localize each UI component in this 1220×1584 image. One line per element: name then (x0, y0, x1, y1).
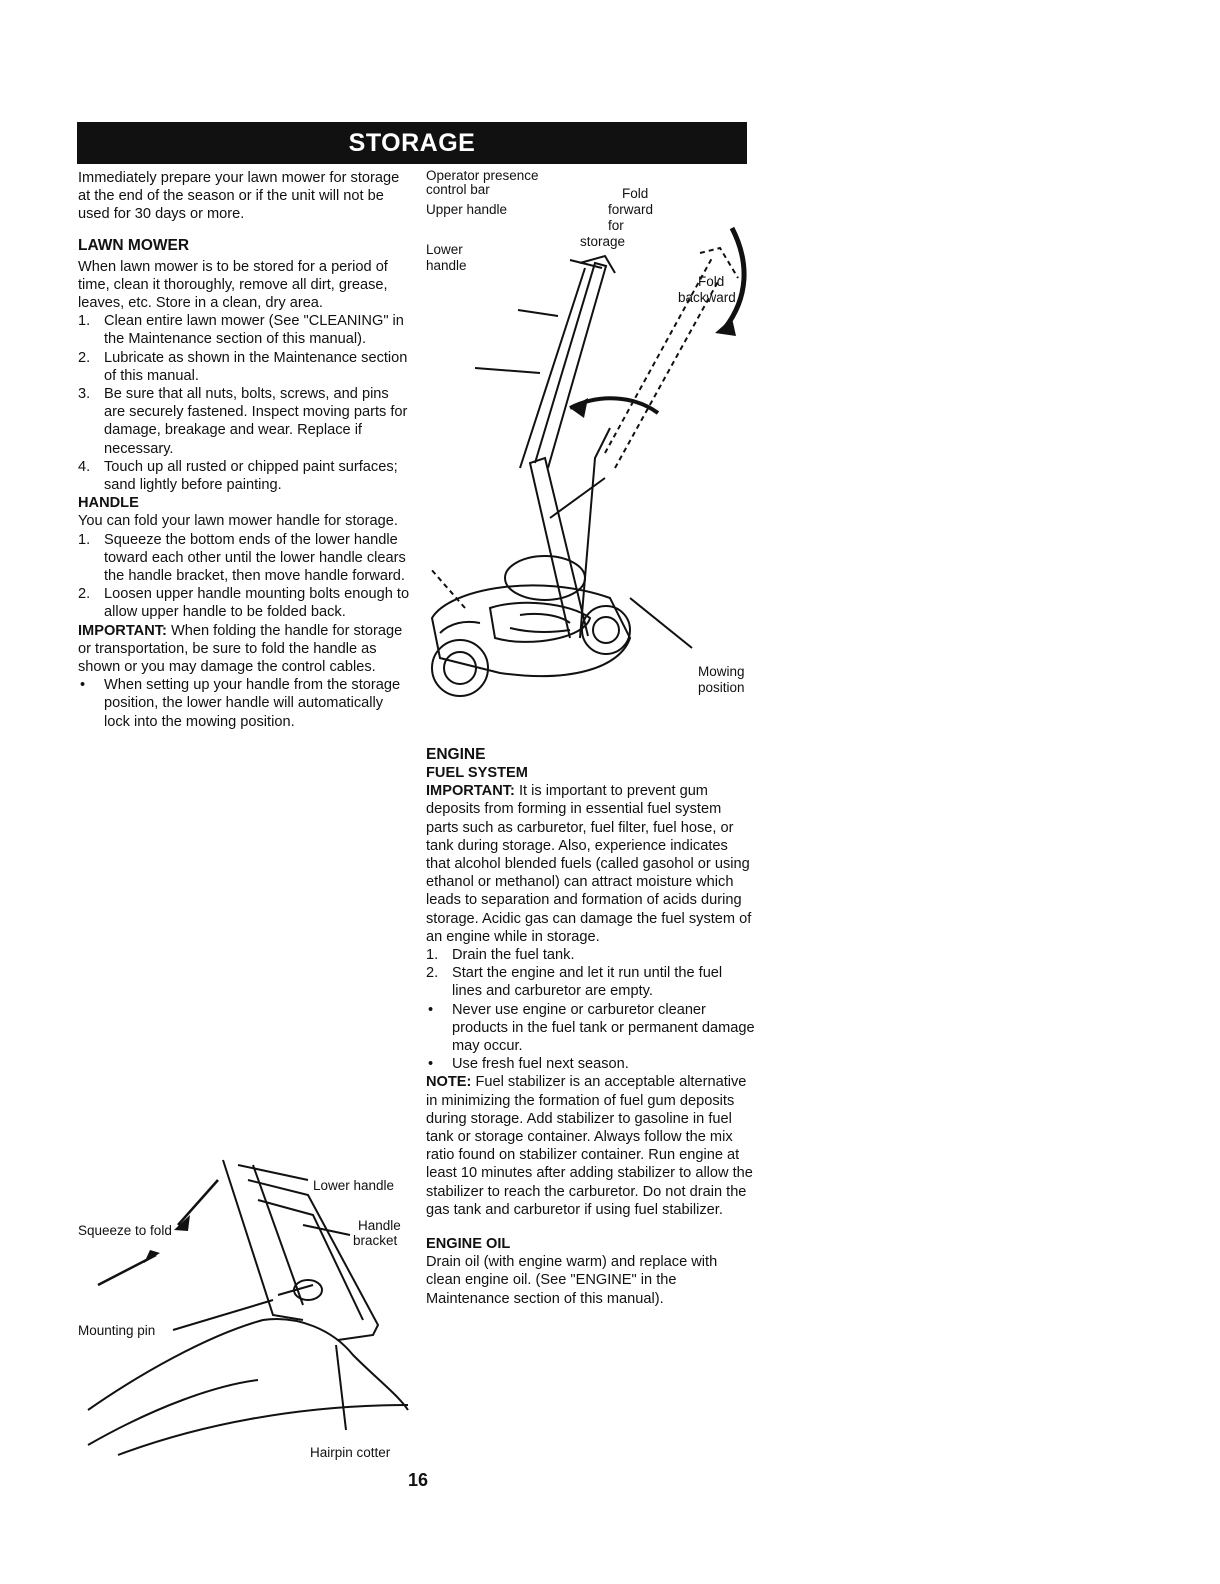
page-title: STORAGE (77, 122, 747, 164)
important-text: It is important to prevent gum deposits from forming in essential fuel system parts such as carburetor, fuel filter, fuel hose, or tank during storage. Also, experience indicates that alcohol blended fuels (called gasohol or using ethanol or methanol) can attract moisture which leads to separation and formation of acids during storage. Acidic gas can damage the fuel system of an engine while in storage. (426, 783, 752, 945)
important-text: When folding the handle for storage or transportation, be sure to fold the handle as shown or you may damage the control cables. (78, 622, 403, 676)
fold-forward-label-2: forward (608, 202, 654, 217)
fold-forward-label: Fold (622, 186, 649, 201)
fold-backward-label-2: backward (678, 290, 736, 305)
list-item (426, 964, 756, 1000)
mowing-position-label: Mowing (698, 664, 745, 679)
handle-bracket-label-2: bracket (353, 1233, 398, 1248)
handle-bracket-label: Handle (358, 1218, 401, 1233)
list-item (426, 946, 756, 964)
handle-bracket-illustration (78, 1155, 413, 1465)
fuel-bullets (426, 1001, 756, 1074)
step-number: 1. (78, 531, 91, 548)
fold-forward-label-3: for (608, 218, 624, 233)
bullet-icon: • (428, 1056, 434, 1073)
step-number: 1. (426, 947, 439, 964)
squeeze-to-fold-label: Squeeze to fold (78, 1223, 172, 1238)
step-number: 1. (78, 313, 91, 330)
list-item (78, 676, 410, 731)
note-label: NOTE: (426, 1074, 472, 1091)
step-text: Squeeze the bottom ends of the lower handle toward each other until the lower handle clears the handle bracket, then move handle forward. (104, 531, 406, 585)
step-number: 3. (78, 386, 91, 403)
step-text: Clean entire lawn mower (See "CLEANING" in the Maintenance section of this manual). (104, 313, 404, 348)
fold-backward-label: Fold (698, 274, 725, 289)
note-text: Fuel stabilizer is an acceptable alternative in minimizing the formation of fuel gum deposits during storage. Add stabilizer to gasoline in fuel tank or storage container. Always follow the mix ratio found on stabilizer container. Run engine at least 10 minutes after adding stabilizer to allow the stabilizer to reach the carburetor. Do not drain the gas tank and carburetor if using fuel stabilizer. (426, 1074, 753, 1218)
page-number: 16 (407, 1470, 429, 1490)
step-number: 2. (78, 349, 91, 366)
step-text: Loosen upper handle mounting bolts enough to allow upper handle to be folded back. (104, 586, 410, 621)
fuel-system-heading: FUEL SYSTEM (426, 765, 528, 781)
lower-handle-label: Lower handle (313, 1178, 395, 1193)
fold-forward-label-4: storage (580, 234, 626, 249)
handle-text: You can fold your lawn mower handle for storage. (78, 513, 398, 530)
lower-handle-label: Lower (426, 242, 463, 257)
list-item (78, 349, 410, 385)
list-item (426, 1055, 756, 1073)
upper-handle-label: Upper handle (426, 202, 508, 217)
lawn-mower-steps (78, 312, 410, 494)
lawn-mower-heading: LAWN MOWER (78, 236, 190, 254)
step-text: Start the engine and let it run until the fuel lines and carburetor are empty. (452, 965, 723, 1000)
engine-heading: ENGINE (426, 746, 486, 763)
list-item (426, 1001, 756, 1056)
engine-oil-heading: ENGINE OIL (426, 1236, 511, 1253)
list-item (78, 585, 410, 621)
mower-fold-illustration (420, 168, 760, 728)
step-number: 4. (78, 458, 91, 475)
hairpin-cotter-label: Hairpin cotter (310, 1445, 391, 1460)
bullet-text: Never use engine or carburetor cleaner products in the fuel tank or permanent damage may occur. (452, 1001, 755, 1055)
step-text: Lubricate as shown in the Maintenance section of this manual. (104, 349, 408, 384)
fuel-steps (426, 946, 756, 1001)
bullet-text: When setting up your handle from the storage position, the lower handle will automatically lock into the mowing position. (104, 677, 401, 730)
handle-important (78, 622, 410, 677)
important-label: IMPORTANT: (78, 622, 167, 639)
lawn-mower-text: When lawn mower is to be stored for a period of time, clean it thoroughly, remove all dirt, grease, leaves, etc. Store in a clean, dry area. (78, 258, 388, 312)
operator-presence-label: Operator presence (426, 168, 539, 183)
list-item (78, 531, 410, 586)
fuel-important (426, 782, 756, 946)
fuel-note (426, 1073, 756, 1219)
handle-steps (78, 531, 410, 622)
intro-text: Immediately prepare your lawn mower for storage at the end of the season or if the unit will not be used for 30 days or more. (78, 170, 400, 223)
important-label: IMPORTANT: (426, 783, 515, 800)
bullet-text: Use fresh fuel next season. (452, 1056, 629, 1073)
step-text: Be sure that all nuts, bolts, screws, and pins are securely fastened. Inspect moving parts for damage, breakage and wear. Replace if necessary. (104, 386, 408, 457)
handle-bullets (78, 676, 410, 731)
bullet-icon: • (80, 677, 86, 694)
right-column (426, 745, 756, 1308)
lower-handle-label-2: handle (426, 258, 467, 273)
list-item (78, 458, 410, 494)
left-column (78, 169, 410, 731)
list-item (78, 385, 410, 458)
list-item (78, 312, 410, 348)
step-text: Drain the fuel tank. (452, 947, 575, 964)
handle-heading: HANDLE (78, 495, 139, 512)
engine-oil-text: Drain oil (with engine warm) and replace with clean engine oil. (See "ENGINE" in the Maintenance section of this manual). (426, 1254, 718, 1307)
mounting-pin-label: Mounting pin (78, 1323, 156, 1338)
step-text: Touch up all rusted or chipped paint surfaces; sand lightly before painting. (104, 458, 398, 494)
mowing-position-label-2: position (698, 680, 745, 695)
operator-presence-label-2: control bar (426, 182, 490, 197)
step-number: 2. (78, 586, 91, 603)
step-number: 2. (426, 965, 439, 982)
bullet-icon: • (428, 1001, 434, 1018)
